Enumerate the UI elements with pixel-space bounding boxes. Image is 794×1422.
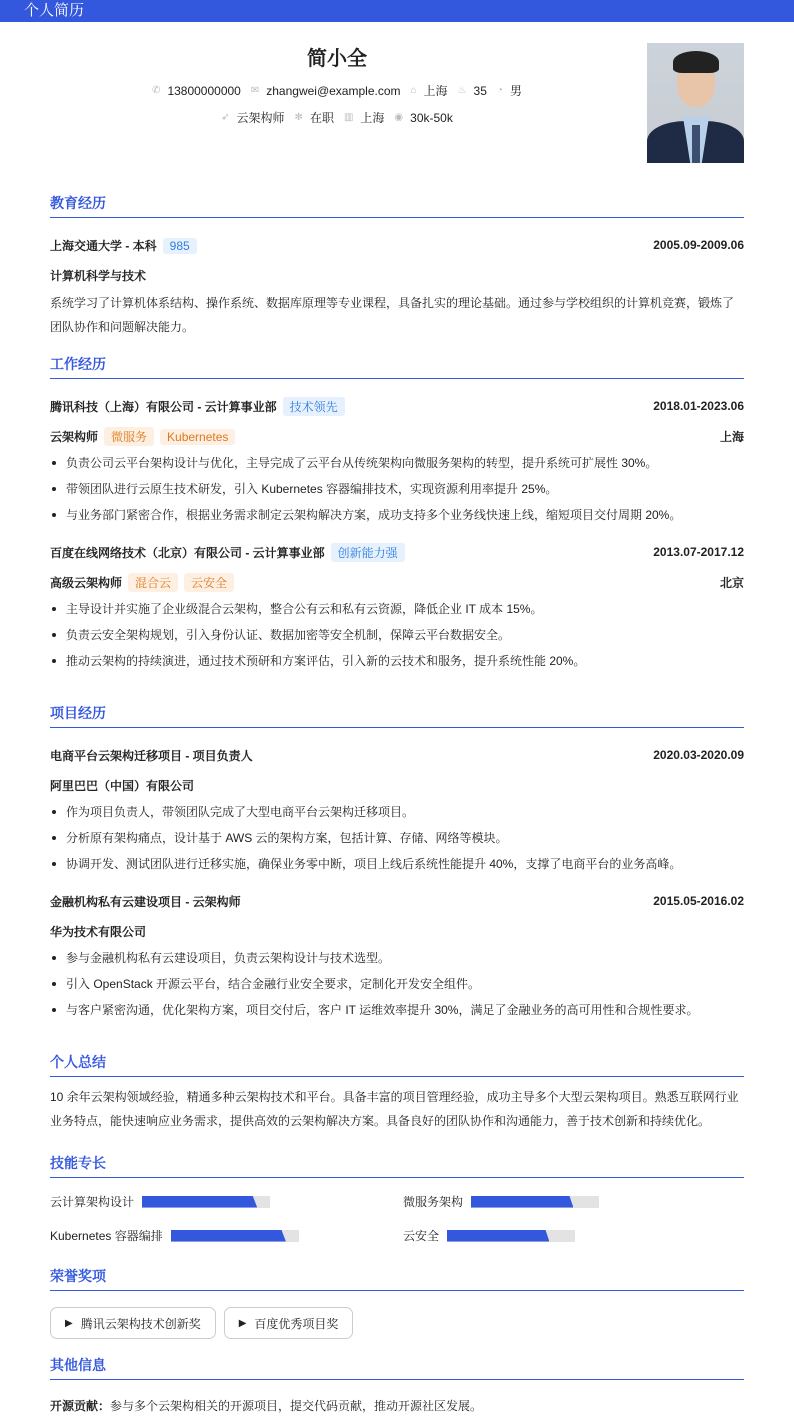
phone-icon: ✆ xyxy=(152,85,161,96)
home-icon: ⌂ xyxy=(410,85,417,96)
candidate-name: 简小全 xyxy=(307,48,367,70)
section-title: 教育经历 xyxy=(50,193,744,218)
job-intent-row xyxy=(0,109,674,126)
education-desc: 系统学习了计算机体系结构、操作系统、数据库原理等专业课程，具备扎实的理论基础。通过参与学校组织的计算机竞赛，锻炼了团队协作和问题解决能力。 xyxy=(50,296,735,334)
profile-photo xyxy=(647,43,744,163)
award-label: 百度优秀项目奖 xyxy=(254,1316,339,1331)
date: 2018.01-2023.06 xyxy=(653,399,744,413)
section-title: 项目经历 xyxy=(50,703,744,728)
status: 在职 xyxy=(309,111,334,125)
work-entry xyxy=(50,396,744,528)
play-icon: ▶ xyxy=(65,1317,73,1329)
skill-bar xyxy=(142,1196,270,1208)
salary-icon: ◉ xyxy=(394,112,404,123)
phone: 13800000000 xyxy=(167,83,241,98)
education-section xyxy=(50,193,744,339)
skill-tag: 混合云 xyxy=(128,573,178,592)
bullet-item: 引入 OpenStack 开源云平台，结合金融行业安全要求，定制化开发安全组件。 xyxy=(50,971,744,997)
date: 2013.07-2017.12 xyxy=(653,545,744,559)
date: 2015.05-2016.02 xyxy=(653,894,744,908)
skill-name: 云计算架构设计 xyxy=(50,1195,135,1209)
bullet-item: 参与金融机构私有云建设项目，负责云架构设计与技术选型。 xyxy=(50,945,744,971)
skill-item xyxy=(403,1227,575,1244)
section-title: 个人总结 xyxy=(50,1052,744,1077)
city: 北京 xyxy=(719,575,744,590)
work-entry xyxy=(50,542,744,674)
other-label: 开源贡献： xyxy=(50,1399,111,1413)
role: 高级云架构师 xyxy=(50,575,123,590)
projects-section xyxy=(50,703,744,1023)
other-text: 参与多个云架构相关的开源项目，提交代码贡献，推动开源社区发展。 xyxy=(110,1399,483,1413)
skill-item xyxy=(50,1227,299,1244)
date: 2005.09-2009.06 xyxy=(653,238,744,252)
project-name: 电商平台云架构迁移项目 - 项目负责人 xyxy=(50,748,253,763)
skill-tag: Kubernetes xyxy=(160,429,235,445)
building-icon: ▥ xyxy=(343,112,354,123)
project-entry xyxy=(50,745,744,877)
award-label: 腾讯云架构技术创新奖 xyxy=(80,1316,201,1331)
gender: 男 xyxy=(509,84,522,98)
header-bar: 个人简历 xyxy=(0,0,794,22)
major: 计算机科学与技术 xyxy=(50,268,147,283)
contact-row xyxy=(0,82,674,99)
role: 云架构师 xyxy=(50,429,99,444)
bullet-item: 协调开发、测试团队进行迁移实施，确保业务零中断，项目上线后系统性能提升 40%，支撑了电商平台的业务高峰。 xyxy=(50,851,744,877)
gender-icon: ◔ xyxy=(496,85,503,96)
company: 阿里巴巴（中国）有限公司 xyxy=(50,778,195,793)
skill-tag: 云安全 xyxy=(184,573,234,592)
salary: 30k-50k xyxy=(410,110,453,125)
company-tag: 创新能力强 xyxy=(331,543,405,562)
section-title: 技能专长 xyxy=(50,1153,744,1178)
school-tag: 985 xyxy=(163,238,197,254)
email: zhangwei@example.com xyxy=(266,83,401,98)
skill-bar xyxy=(447,1230,575,1242)
skill-name: Kubernetes 容器编排 xyxy=(50,1229,163,1243)
bullet-item: 主导设计并实施了企业级混合云架构，整合公有云和私有云资源，降低企业 IT 成本 15%。 xyxy=(50,596,744,622)
bullet-item: 分析原有架构痛点，设计基于 AWS 云的架构方案，包括计算、存储、网络等模块。 xyxy=(50,825,744,851)
bullet-item: 与客户紧密沟通，优化架构方案，项目交付后，客户 IT 运维效率提升 30%，满足了金融业务的高可用性和合规性要求。 xyxy=(50,997,744,1023)
section-title: 荣誉奖项 xyxy=(50,1266,744,1291)
bullet-item: 推动云架构的持续演进，通过技术预研和方案评估，引入新的云技术和服务，提升系统性能 20%。 xyxy=(50,648,744,674)
position: 云架构师 xyxy=(236,111,285,125)
bullet-item: 与业务部门紧密合作，根据业务需求制定云架构解决方案，成功支持多个业务线快速上线，缩短项目交付周期 20%。 xyxy=(50,502,744,528)
summary-text: 10 余年云架构领域经验，精通多种云架构技术和平台。具备丰富的项目管理经验，成功主导多个大型云架构项目。熟悉互联网行业业务特点，能快速响应业务需求，提供高效的云架构解决方案。具备良好的团队协作和沟通能力，善于技术创新和持续优化。 xyxy=(50,1090,739,1128)
bullet-item: 带领团队进行云原生技术研发，引入 Kubernetes 容器编排技术，实现资源利用率提升 25%。 xyxy=(50,476,744,502)
summary-section xyxy=(50,1052,744,1133)
bullet-item: 负责云安全架构规划，引入身份认证、数据加密等安全机制，保障云平台数据安全。 xyxy=(50,622,744,648)
bullet-item: 负责公司云平台架构设计与优化，主导完成了云平台从传统架构向微服务架构的转型，提升系统可扩展性 30%。 xyxy=(50,450,744,476)
school: 上海交通大学 - 本科 xyxy=(50,238,157,253)
bullet-item: 作为项目负责人，带领团队完成了大型电商平台云架构迁移项目。 xyxy=(50,799,744,825)
city: 上海 xyxy=(423,84,448,98)
work-section xyxy=(50,354,744,674)
company-tag: 技术领先 xyxy=(283,397,345,416)
skills-section xyxy=(50,1153,744,1178)
status-icon: ✻ xyxy=(294,112,303,123)
skill-item xyxy=(50,1193,270,1210)
company: 腾讯科技（上海）有限公司 - 云计算事业部 xyxy=(50,399,277,414)
mail-icon: ✉ xyxy=(250,85,260,96)
skill-bar xyxy=(171,1230,299,1242)
award-item[interactable] xyxy=(224,1307,354,1339)
work-city: 上海 xyxy=(360,111,385,125)
award-item[interactable] xyxy=(50,1307,216,1339)
skill-item xyxy=(403,1193,599,1210)
skill-name: 微服务架构 xyxy=(403,1195,464,1209)
age: 35 xyxy=(473,83,487,98)
company: 百度在线网络技术（北京）有限公司 - 云计算事业部 xyxy=(50,545,325,560)
date: 2020.03-2020.09 xyxy=(653,748,744,762)
skill-bar xyxy=(471,1196,599,1208)
play-icon: ▶ xyxy=(238,1317,247,1329)
company: 华为技术有限公司 xyxy=(50,924,147,939)
awards-section xyxy=(50,1266,744,1339)
send-icon: ➶ xyxy=(221,112,230,123)
skill-name: 云安全 xyxy=(403,1229,440,1243)
city: 上海 xyxy=(719,429,744,444)
section-title: 其他信息 xyxy=(50,1355,744,1380)
cake-icon: ♨ xyxy=(457,85,467,96)
other-section xyxy=(50,1355,744,1418)
project-entry xyxy=(50,891,744,1023)
skill-tag: 微服务 xyxy=(104,427,154,446)
section-title: 工作经历 xyxy=(50,354,744,379)
project-name: 金融机构私有云建设项目 - 云架构师 xyxy=(50,894,241,909)
